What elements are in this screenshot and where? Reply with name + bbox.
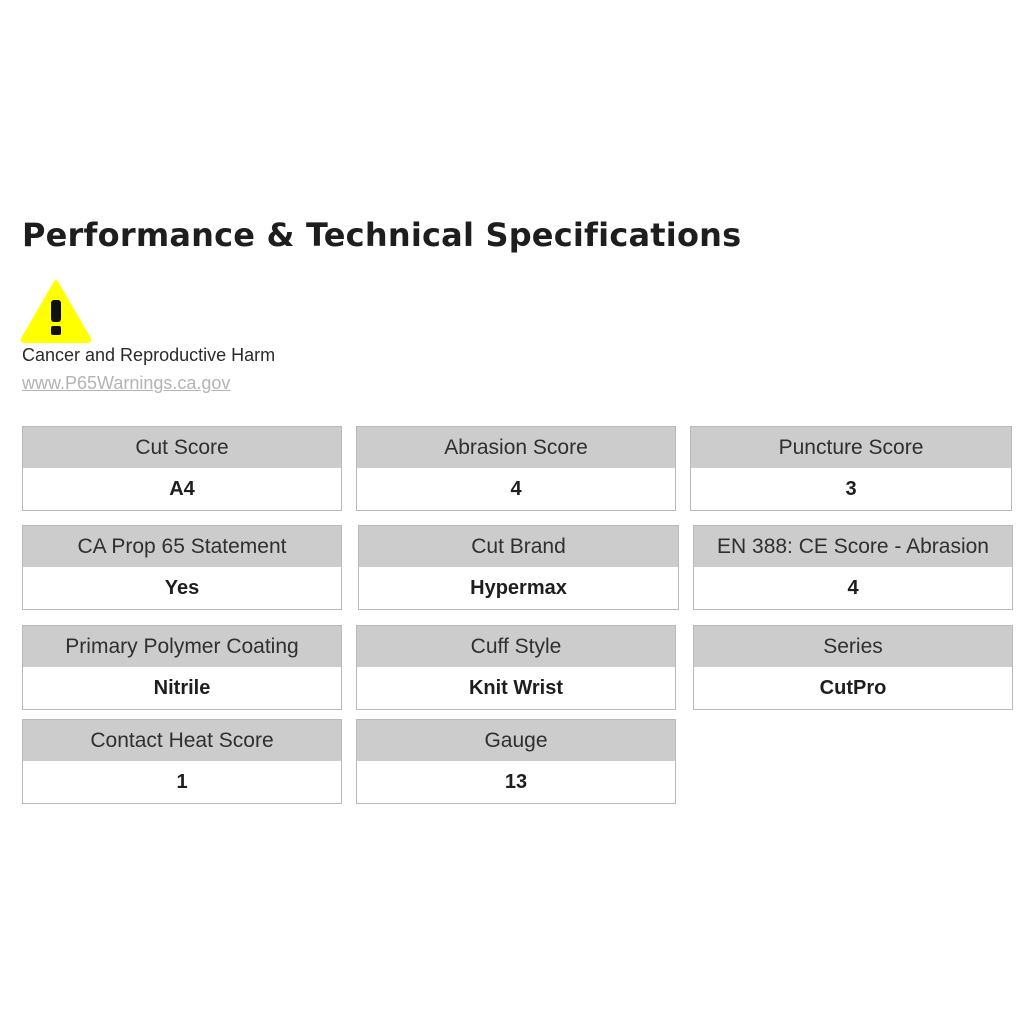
- spec-value: A4: [169, 478, 195, 500]
- spec-value: Nitrile: [153, 677, 211, 699]
- page-title: Performance & Technical Specifications: [22, 216, 742, 254]
- spec-label: Puncture Score: [691, 427, 1011, 468]
- spec-value: Yes: [164, 577, 200, 599]
- spec-card-cut-score: [22, 426, 342, 511]
- spec-card-series: [693, 625, 1013, 710]
- spec-card-cut-brand: [358, 525, 679, 610]
- spec-value: 4: [847, 577, 859, 599]
- spec-label: Cuff Style: [357, 626, 675, 667]
- spec-value: 1: [176, 771, 188, 793]
- spec-label: Series: [694, 626, 1012, 667]
- spec-card-cuff-style: [356, 625, 676, 710]
- spec-label: Cut Brand: [359, 526, 678, 567]
- spec-card-primary-polymer-coating: [22, 625, 342, 710]
- spec-value: 4: [510, 478, 522, 500]
- spec-value: Knit Wrist: [468, 677, 564, 699]
- spec-label: Primary Polymer Coating: [23, 626, 341, 667]
- spec-label: CA Prop 65 Statement: [23, 526, 341, 567]
- spec-value: CutPro: [819, 677, 887, 699]
- spec-card-ca-prop-65: [22, 525, 342, 610]
- warning-text: Cancer and Reproductive Harm: [22, 345, 276, 365]
- spec-label: Contact Heat Score: [23, 720, 341, 761]
- spec-value: Hypermax: [470, 577, 567, 599]
- spec-label: Cut Score: [23, 427, 341, 468]
- spec-card-en388-abrasion: [693, 525, 1013, 610]
- spec-card-gauge: [356, 719, 676, 804]
- spec-label: EN 388: CE Score - Abrasion: [694, 526, 1012, 567]
- spec-card-contact-heat-score: [22, 719, 342, 804]
- spec-value: 3: [845, 478, 857, 500]
- spec-card-abrasion-score: [356, 426, 676, 511]
- spec-label: Abrasion Score: [357, 427, 675, 468]
- spec-card-puncture-score: [690, 426, 1012, 511]
- warning-triangle-icon: [20, 279, 92, 343]
- spec-label: Gauge: [357, 720, 675, 761]
- spec-value: 13: [504, 771, 528, 793]
- prop65-link[interactable]: www.P65Warnings.ca.gov: [22, 373, 231, 393]
